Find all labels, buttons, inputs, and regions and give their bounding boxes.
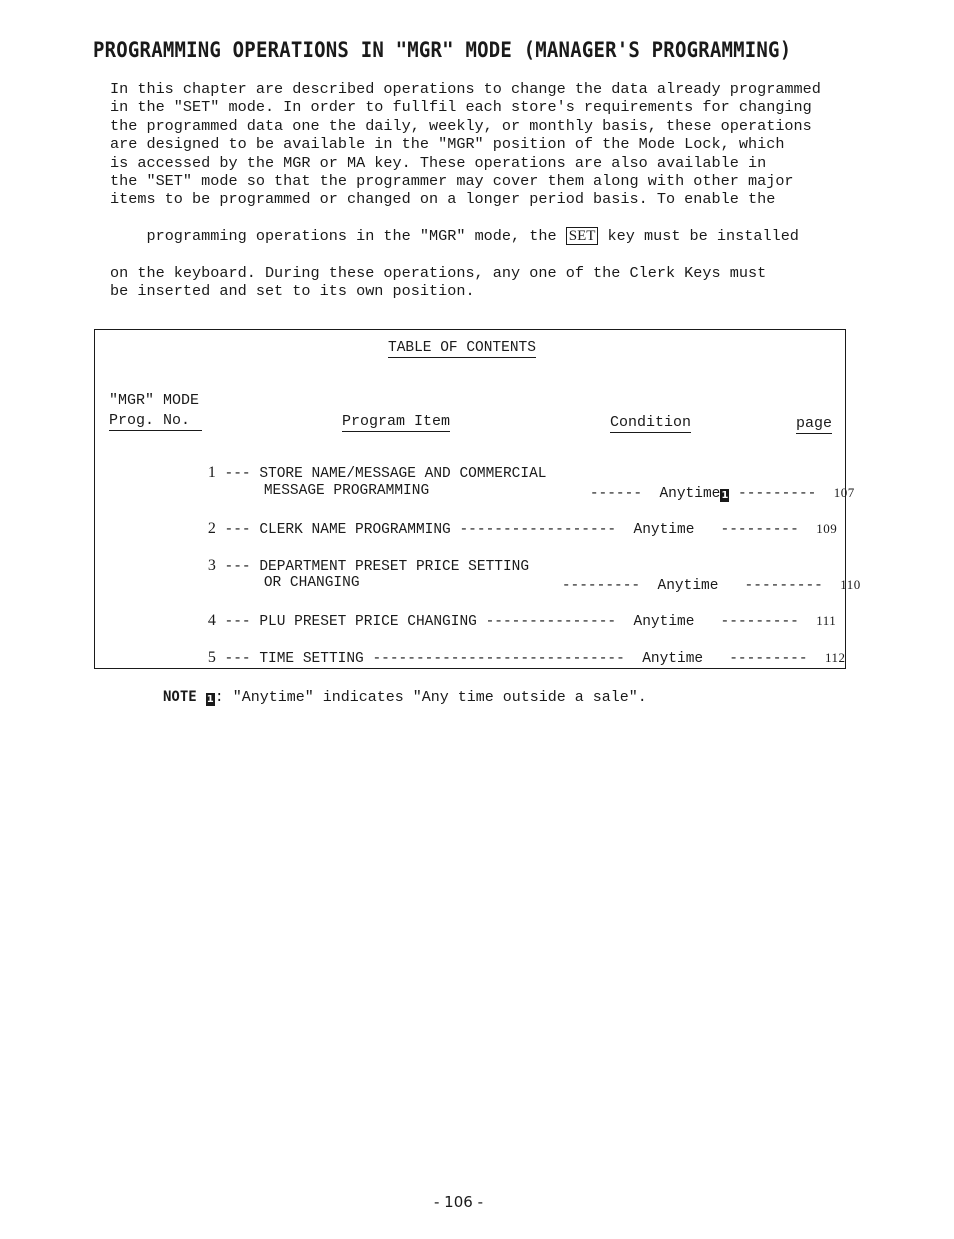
table-of-contents: [94, 329, 861, 669]
intro-line: in the "SET" mode. In order to fullfil each store's requirements for changing: [110, 98, 812, 117]
intro-line: is accessed by the MGR or MA key. These operations are also available in: [110, 153, 767, 172]
intro-line: be inserted and set to its own position.: [110, 282, 475, 301]
footnote-marker: 1: [721, 490, 729, 501]
intro-line: on the keyboard. During these operations, any one of the Clerk Keys must: [110, 264, 767, 283]
prog-number: 2: [207, 520, 216, 537]
toc-row: 1 --- STORE NAME/MESSAGE AND COMMERCIAL: [207, 464, 547, 482]
note-label: NOTE: [163, 689, 197, 705]
toc-row: 3 --- DEPARTMENT PRESET PRICE SETTING: [207, 557, 530, 575]
program-item: CLERK NAME PROGRAMMING: [259, 522, 451, 538]
intro-line8-prefix: programming operations in the "MGR" mode, the: [146, 227, 557, 246]
intro-line: In this chapter are described operations to change the data already programmed: [110, 80, 821, 98]
intro-line: items to be programmed or changed on a longer period basis. To enable the: [110, 190, 776, 209]
page-number: 109: [816, 521, 838, 536]
condition-value: Anytime: [659, 486, 721, 502]
set-key-symbol: SET: [566, 227, 599, 245]
footnote: [163, 689, 647, 706]
page-number-footer: - 106 -: [434, 1193, 483, 1211]
intro-line: are designed to be available in the "MGR" position of the Mode Lock, which: [110, 135, 785, 154]
program-item: TIME SETTING: [259, 651, 364, 667]
toc-row: 5 --- TIME SETTING ----------------------------- Anytime --------- 112: [207, 649, 846, 667]
toc-row-tail: --------- Anytime --------- 110: [561, 577, 861, 594]
note-text: : "Anytime" indicates "Any time outside a sale".: [214, 689, 647, 706]
prog-number: 3: [207, 557, 216, 574]
program-item-line2: OR CHANGING: [263, 575, 360, 591]
program-item: STORE NAME/MESSAGE AND COMMERCIAL: [259, 466, 547, 482]
toc-row-tail: ------ Anytime1 --------- 107: [589, 485, 855, 502]
program-item-header: Program Item: [342, 413, 451, 430]
condition-value: Anytime: [642, 651, 704, 667]
mode-label: "MGR" MODE: [109, 392, 200, 409]
intro-line8-suffix: key must be installed: [607, 227, 799, 246]
prog-no-header: Prog. No.: [109, 412, 202, 431]
page-number: 110: [840, 577, 861, 592]
prog-number: 1: [207, 464, 216, 481]
toc-row: 2 --- CLERK NAME PROGRAMMING ------------------ Anytime --------- 109: [207, 520, 838, 538]
condition-value: Anytime: [633, 522, 695, 538]
intro-line-set-key: [110, 209, 836, 264]
condition-header: Condition: [610, 414, 692, 431]
page-header: page: [796, 415, 833, 432]
intro-line: the programmed data one the daily, weekly, or monthly basis, these operations: [110, 116, 812, 135]
toc-row: 4 --- PLU PRESET PRICE CHANGING --------------- Anytime --------- 111: [207, 612, 837, 630]
intro-paragraph: [110, 80, 836, 301]
program-item: DEPARTMENT PRESET PRICE SETTING: [259, 559, 530, 575]
page-number: 111: [816, 613, 837, 628]
intro-line: the "SET" mode so that the programmer may cover them along with other major: [110, 172, 794, 191]
condition-value: Anytime: [633, 614, 695, 630]
page-heading: PROGRAMMING OPERATIONS IN "MGR" MODE (MANAGER'S PROGRAMMING): [93, 38, 792, 63]
footnote-marker: 1: [206, 694, 214, 705]
page-number: 112: [824, 650, 846, 665]
program-item-line2: MESSAGE PROGRAMMING: [263, 483, 430, 499]
condition-value: Anytime: [657, 578, 719, 594]
prog-number: 5: [207, 649, 216, 666]
program-item: PLU PRESET PRICE CHANGING: [259, 614, 477, 630]
toc-title: TABLE OF CONTENTS: [388, 340, 536, 356]
prog-number: 4: [207, 612, 216, 629]
page-number: 107: [833, 485, 855, 500]
